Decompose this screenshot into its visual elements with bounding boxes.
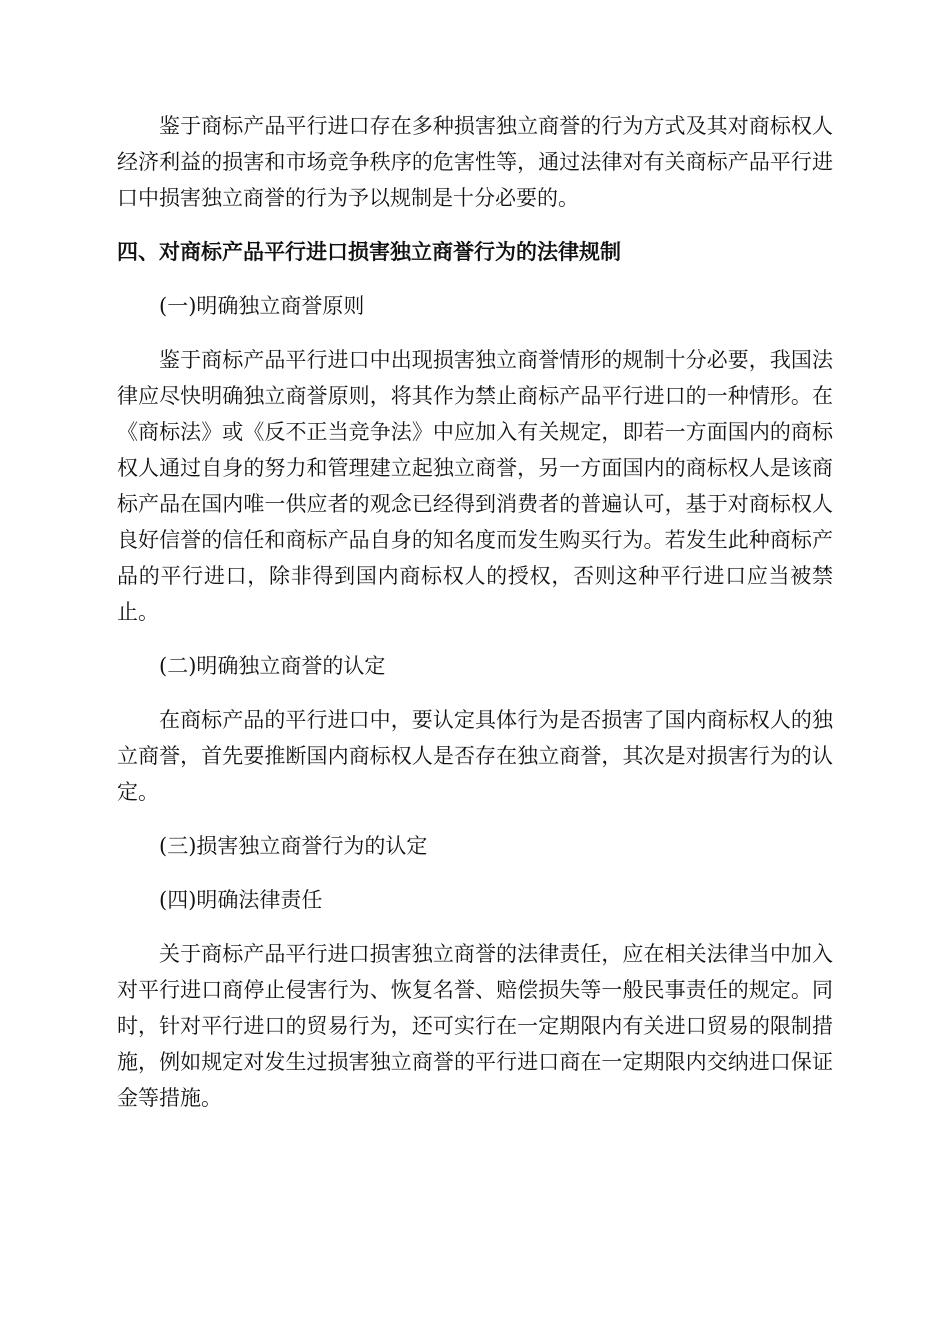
subheading-1: (一)明确独立商誉原则	[159, 294, 365, 318]
paragraph-identification: 在商标产品的平行进口中，要认定具体行为是否损害了国内商标权人的独立商誉，首先要推断国内商标权人是否存在独立商誉，其次是对损害行为的认定。	[117, 708, 833, 804]
subheading-4: (四)明确法律责任	[159, 888, 323, 912]
paragraph-intro: 鉴于商标产品平行进口存在多种损害独立商誉的行为方式及其对商标权人经济利益的损害和市场竞争秩序的危害性等，通过法律对有关商标产品平行进口中损害独立商誉的行为予以规制是十分必要的。	[117, 114, 833, 210]
subheading-2: (二)明确独立商誉的认定	[159, 654, 386, 678]
paragraph-liability: 关于商标产品平行进口损害独立商誉的法律责任，应在相关法律当中加入对平行进口商停止侵害行为、恢复名誉、赔偿损失等一般民事责任的规定。同时，针对平行进口的贸易行为，还可实行在一定期限内有关进口贸易的限制措施，例如规定对发生过损害独立商誉的平行进口商在一定期限内交纳进口保证金等措施。	[117, 942, 833, 1110]
paragraph-principle: 鉴于商标产品平行进口中出现损害独立商誉情形的规制十分必要，我国法律应尽快明确独立商誉原则，将其作为禁止商标产品平行进口的一种情形。在《商标法》或《反不正当竞争法》中应加入有关规定，即若一方面国内的商标权人通过自身的努力和管理建立起独立商誉，另一方面国内的商标权人是该商标产品在国内唯一供应者的观念已经得到消费者的普遍认可，基于对商标权人良好信誉的信任和商标产品自身的知名度而发生购买行为。若发生此种商标产品的平行进口，除非得到国内商标权人的授权，否则这种平行进口应当被禁止。	[117, 348, 833, 624]
subheading-3: (三)损害独立商誉行为的认定	[159, 834, 428, 858]
section-heading: 四、对商标产品平行进口损害独立商誉行为的法律规制	[117, 240, 621, 264]
document-page	[117, 108, 833, 1116]
